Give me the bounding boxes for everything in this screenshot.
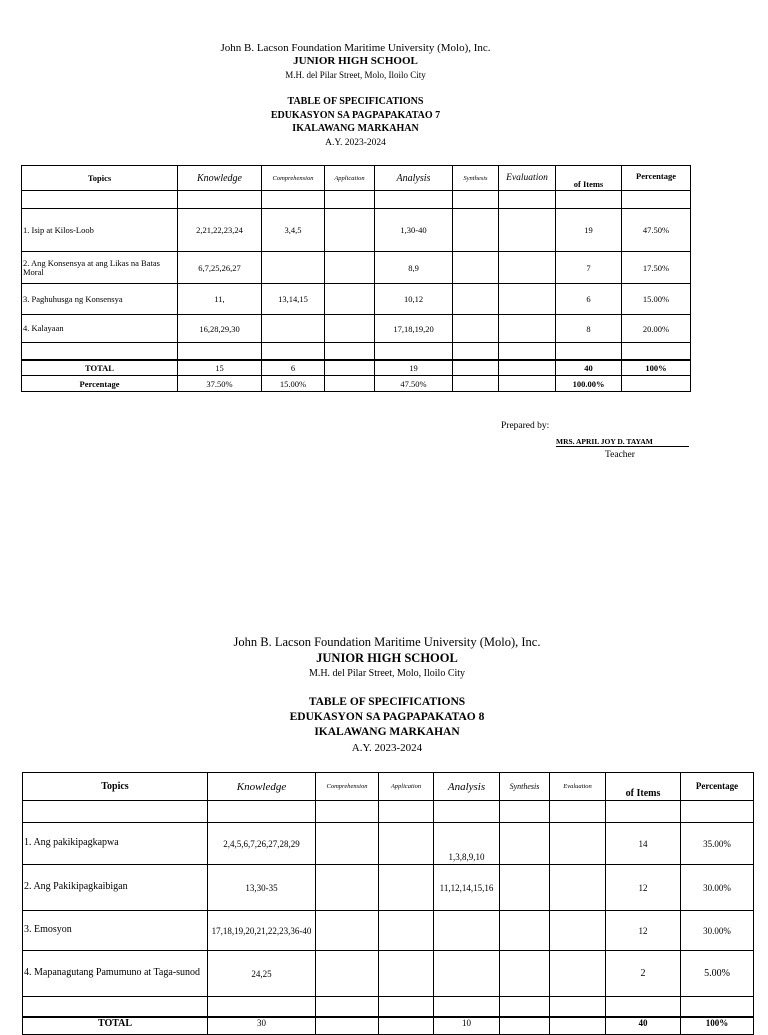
synthesis-cell — [500, 951, 550, 997]
total-comprehension: 6 — [262, 360, 325, 376]
header-synthesis: Synthesis — [453, 166, 499, 191]
analysis-cell: 11,12,14,15,16 — [434, 865, 500, 911]
items-cell: 6 — [556, 284, 622, 315]
knowledge-cell: 11, — [178, 284, 262, 315]
quarter-title: IKALAWANG MARKAHAN — [292, 123, 419, 134]
items-cell: 7 — [556, 252, 622, 284]
percentage-cell: 17.50% — [622, 252, 691, 284]
total-row — [22, 360, 691, 376]
topic-cell: 1. Ang pakikipagkapwa — [23, 823, 208, 865]
header-comprehension: Comprehension — [262, 166, 325, 191]
evaluation-cell — [499, 252, 556, 284]
header-topics: Topics — [23, 773, 208, 801]
header-evaluation: Evaluation — [550, 773, 606, 801]
analysis-cell — [434, 951, 500, 997]
table-row — [22, 284, 691, 315]
analysis-cell: 17,18,19,20 — [375, 315, 453, 343]
header-topics: Topics — [22, 166, 178, 191]
items-cell: 8 — [556, 315, 622, 343]
teacher-signature-name: MRS. APRIL JOY D. TAYAM — [556, 437, 689, 447]
comprehension-cell — [262, 252, 325, 284]
analysis-cell: 10,12 — [375, 284, 453, 315]
table-row — [23, 951, 754, 997]
analysis-cell: 1,3,8,9,10 — [434, 823, 500, 865]
comprehension-cell — [316, 865, 379, 911]
evaluation-cell — [550, 911, 606, 951]
topic-cell: 4. Kalayaan — [22, 315, 178, 343]
header-evaluation: Evaluation — [499, 166, 556, 191]
synthesis-cell — [500, 911, 550, 951]
synthesis-cell — [453, 252, 499, 284]
prepared-by-label: Prepared by: — [501, 421, 550, 431]
knowledge-cell: 17,18,19,20,21,22,23,36-40 — [208, 911, 316, 951]
percentage-cell: 47.50% — [622, 209, 691, 252]
department-title: JUNIOR HIGH SCHOOL — [293, 55, 418, 67]
document-title: TABLE OF SPECIFICATIONS — [287, 96, 424, 107]
total-row — [23, 1017, 754, 1035]
blank-row — [22, 343, 691, 360]
subject-title-2: EDUKASYON SA PAGPAPAKATAO 8 — [289, 711, 485, 723]
synthesis-cell — [500, 865, 550, 911]
header-knowledge: Knowledge — [178, 166, 262, 191]
analysis-cell: 1,30-40 — [375, 209, 453, 252]
synthesis-cell — [453, 315, 499, 343]
percentage-cell: 5.00% — [681, 951, 754, 997]
application-cell — [325, 284, 375, 315]
items-cell: 19 — [556, 209, 622, 252]
blank-row — [22, 191, 691, 209]
academic-year: A.Y. 2023-2024 — [325, 138, 386, 148]
header-comprehension: Comprehension — [316, 773, 379, 801]
school-name: John B. Lacson Foundation Maritime University (Molo), Inc. — [220, 42, 491, 54]
comprehension-cell — [316, 823, 379, 865]
comprehension-cell — [316, 911, 379, 951]
percentage-items: 100.00% — [556, 376, 622, 392]
header-percentage: Percentage — [622, 166, 691, 191]
header-analysis: Analysis — [434, 773, 500, 801]
evaluation-cell — [550, 823, 606, 865]
total-percentage: 100% — [681, 1017, 754, 1035]
topic-cell: 2. Ang Pakikipagkaibigan — [23, 865, 208, 911]
items-cell: 12 — [606, 865, 681, 911]
department-title-2: JUNIOR HIGH SCHOOL — [316, 651, 458, 665]
teacher-role: Teacher — [605, 450, 635, 460]
topic-cell: 2. Ang Konsensya at ang Likas na Batas Moral — [22, 252, 178, 284]
application-cell — [379, 911, 434, 951]
application-cell — [379, 823, 434, 865]
header-items: of Items — [556, 166, 622, 191]
table-row — [22, 209, 691, 252]
synthesis-cell — [453, 209, 499, 252]
percentage-label: Percentage — [22, 376, 178, 392]
address-2: M.H. del Pilar Street, Molo, Iloilo City — [308, 668, 466, 679]
document-title-2: TABLE OF SPECIFICATIONS — [308, 696, 466, 708]
table-row — [22, 252, 691, 284]
evaluation-cell — [550, 951, 606, 997]
percentage-cell: 35.00% — [681, 823, 754, 865]
percentage-cell: 30.00% — [681, 911, 754, 951]
evaluation-cell — [499, 209, 556, 252]
total-items: 40 — [556, 360, 622, 376]
analysis-cell — [434, 911, 500, 951]
academic-year-2: A.Y. 2023-2024 — [351, 742, 423, 754]
synthesis-cell — [453, 284, 499, 315]
knowledge-cell: 13,30-35 — [208, 865, 316, 911]
analysis-cell: 8,9 — [375, 252, 453, 284]
total-label: TOTAL — [22, 360, 178, 376]
header-knowledge: Knowledge — [208, 773, 316, 801]
comprehension-cell — [316, 951, 379, 997]
evaluation-cell — [499, 284, 556, 315]
table-row — [22, 315, 691, 343]
application-cell — [379, 865, 434, 911]
evaluation-cell — [550, 865, 606, 911]
comprehension-cell — [262, 315, 325, 343]
percentage-cell: 15.00% — [622, 284, 691, 315]
total-knowledge: 15 — [178, 360, 262, 376]
items-cell: 12 — [606, 911, 681, 951]
total-analysis: 19 — [375, 360, 453, 376]
application-cell — [325, 315, 375, 343]
topic-cell: 3. Emosyon — [23, 911, 208, 951]
header-analysis: Analysis — [375, 166, 453, 191]
knowledge-cell: 2,21,22,23,24 — [178, 209, 262, 252]
specifications-table — [21, 165, 691, 392]
table-row — [23, 823, 754, 865]
total-percentage: 100% — [622, 360, 691, 376]
total-knowledge: 30 — [208, 1017, 316, 1035]
specifications-table-2 — [22, 772, 754, 1035]
knowledge-cell: 2,4,5,6,7,26,27,28,29 — [208, 823, 316, 865]
table-row — [23, 865, 754, 911]
subject-title: EDUKASYON SA PAGPAPAKATAO 7 — [270, 110, 441, 121]
quarter-title-2: IKALAWANG MARKAHAN — [314, 726, 460, 738]
topic-cell: 3. Paghuhusga ng Konsensya — [22, 284, 178, 315]
address: M.H. del Pilar Street, Molo, Iloilo City — [285, 70, 426, 80]
total-items: 40 — [606, 1017, 681, 1035]
header-application: Application — [325, 166, 375, 191]
topic-cell: 1. Isip at Kilos-Loob — [22, 209, 178, 252]
total-analysis: 10 — [434, 1017, 500, 1035]
application-cell — [325, 209, 375, 252]
application-cell — [325, 252, 375, 284]
percentage-comprehension: 15.00% — [262, 376, 325, 392]
total-label: TOTAL — [23, 1017, 208, 1035]
percentage-row — [22, 376, 691, 392]
table-row — [23, 911, 754, 951]
knowledge-cell: 6,7,25,26,27 — [178, 252, 262, 284]
school-name-2: John B. Lacson Foundation Maritime University (Molo), Inc. — [233, 635, 541, 649]
percentage-cell: 20.00% — [622, 315, 691, 343]
comprehension-cell: 3,4,5 — [262, 209, 325, 252]
items-cell: 2 — [606, 951, 681, 997]
application-cell — [379, 951, 434, 997]
knowledge-cell: 16,28,29,30 — [178, 315, 262, 343]
header-application: Application — [379, 773, 434, 801]
header-synthesis: Synthesis — [500, 773, 550, 801]
knowledge-cell: 24,25 — [208, 951, 316, 997]
percentage-knowledge: 37.50% — [178, 376, 262, 392]
percentage-cell: 30.00% — [681, 865, 754, 911]
header-items: of Items — [606, 773, 681, 801]
topic-cell: 4. Mapanagutang Pamumuno at Taga-sunod — [23, 951, 208, 997]
comprehension-cell: 13,14,15 — [262, 284, 325, 315]
synthesis-cell — [500, 823, 550, 865]
blank-row — [23, 997, 754, 1017]
blank-row — [23, 801, 754, 823]
evaluation-cell — [499, 315, 556, 343]
items-cell: 14 — [606, 823, 681, 865]
percentage-analysis: 47.50% — [375, 376, 453, 392]
header-percentage: Percentage — [681, 773, 754, 801]
